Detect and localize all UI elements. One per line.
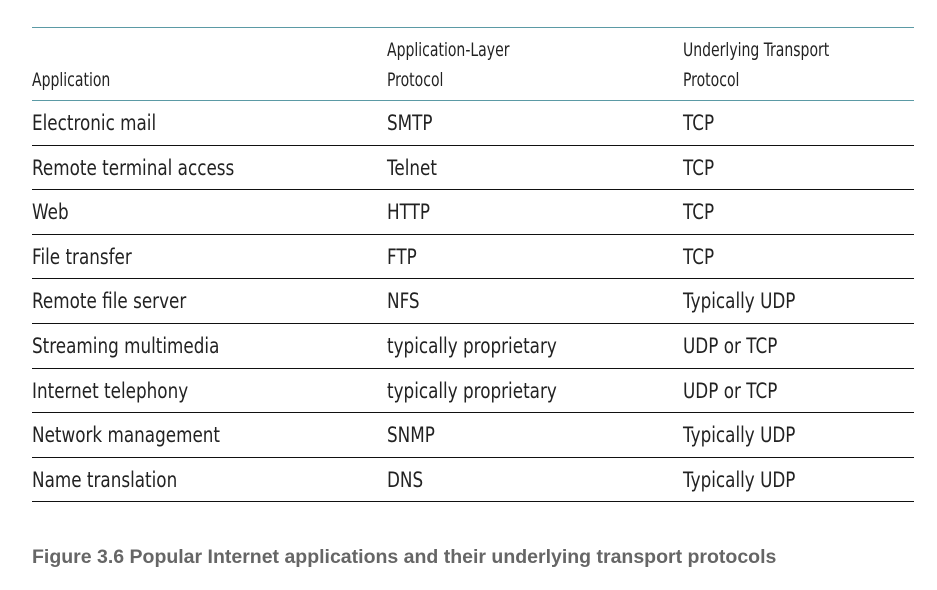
cell-transport: TCP: [683, 244, 715, 269]
header-protocol-line1: Application-Layer: [387, 39, 510, 61]
table-row: [32, 369, 914, 414]
header-application: [32, 65, 110, 95]
header-underlying-transport-protocol: [683, 35, 829, 95]
cell-transport: Typically UDP: [683, 423, 796, 448]
cell-protocol: typically proprietary: [387, 378, 557, 403]
header-application-label: Application: [32, 69, 111, 91]
cell-application: Streaming multimedia: [32, 333, 220, 358]
table-row: [32, 190, 914, 235]
cell-transport: Typically UDP: [683, 289, 796, 314]
table-row: [32, 458, 914, 503]
table-row: [32, 413, 914, 458]
cell-application: Network management: [32, 423, 221, 448]
table-row: [32, 324, 914, 369]
table-row: [32, 101, 914, 146]
cell-application: Name translation: [32, 467, 178, 492]
figure-caption: Figure 3.6 Popular Internet applications and their underlying transport protocols: [32, 546, 777, 568]
cell-application: Remote file server: [32, 289, 187, 314]
cell-protocol: DNS: [387, 467, 424, 492]
cell-transport: TCP: [683, 111, 715, 135]
cell-protocol: SNMP: [387, 423, 435, 448]
protocols-table: [32, 27, 914, 502]
cell-transport: UDP or TCP: [683, 333, 778, 358]
table-row: [32, 146, 914, 191]
cell-transport: Typically UDP: [683, 467, 796, 492]
cell-protocol: NFS: [387, 289, 420, 314]
header-application-layer-protocol: [387, 35, 509, 95]
cell-transport: TCP: [683, 155, 715, 180]
header-transport-line1: Underlying Transport: [683, 39, 830, 61]
header-transport-line2: Protocol: [683, 69, 740, 91]
table-row: [32, 279, 914, 324]
cell-application: Web: [32, 200, 69, 225]
cell-transport: TCP: [683, 200, 715, 225]
cell-protocol: SMTP: [387, 111, 433, 135]
table-header-row: [32, 28, 914, 101]
table-body: [32, 101, 914, 502]
cell-application: Remote terminal access: [32, 155, 235, 180]
cell-protocol: HTTP: [387, 200, 430, 225]
table-row: [32, 235, 914, 280]
header-protocol-line2: Protocol: [387, 69, 444, 91]
cell-application: Electronic mail: [32, 111, 157, 135]
cell-protocol: Telnet: [387, 155, 437, 180]
cell-application: Internet telephony: [32, 378, 189, 403]
cell-protocol: typically proprietary: [387, 333, 557, 358]
cell-transport: UDP or TCP: [683, 378, 778, 403]
cell-protocol: FTP: [387, 244, 417, 269]
cell-application: File transfer: [32, 244, 132, 269]
